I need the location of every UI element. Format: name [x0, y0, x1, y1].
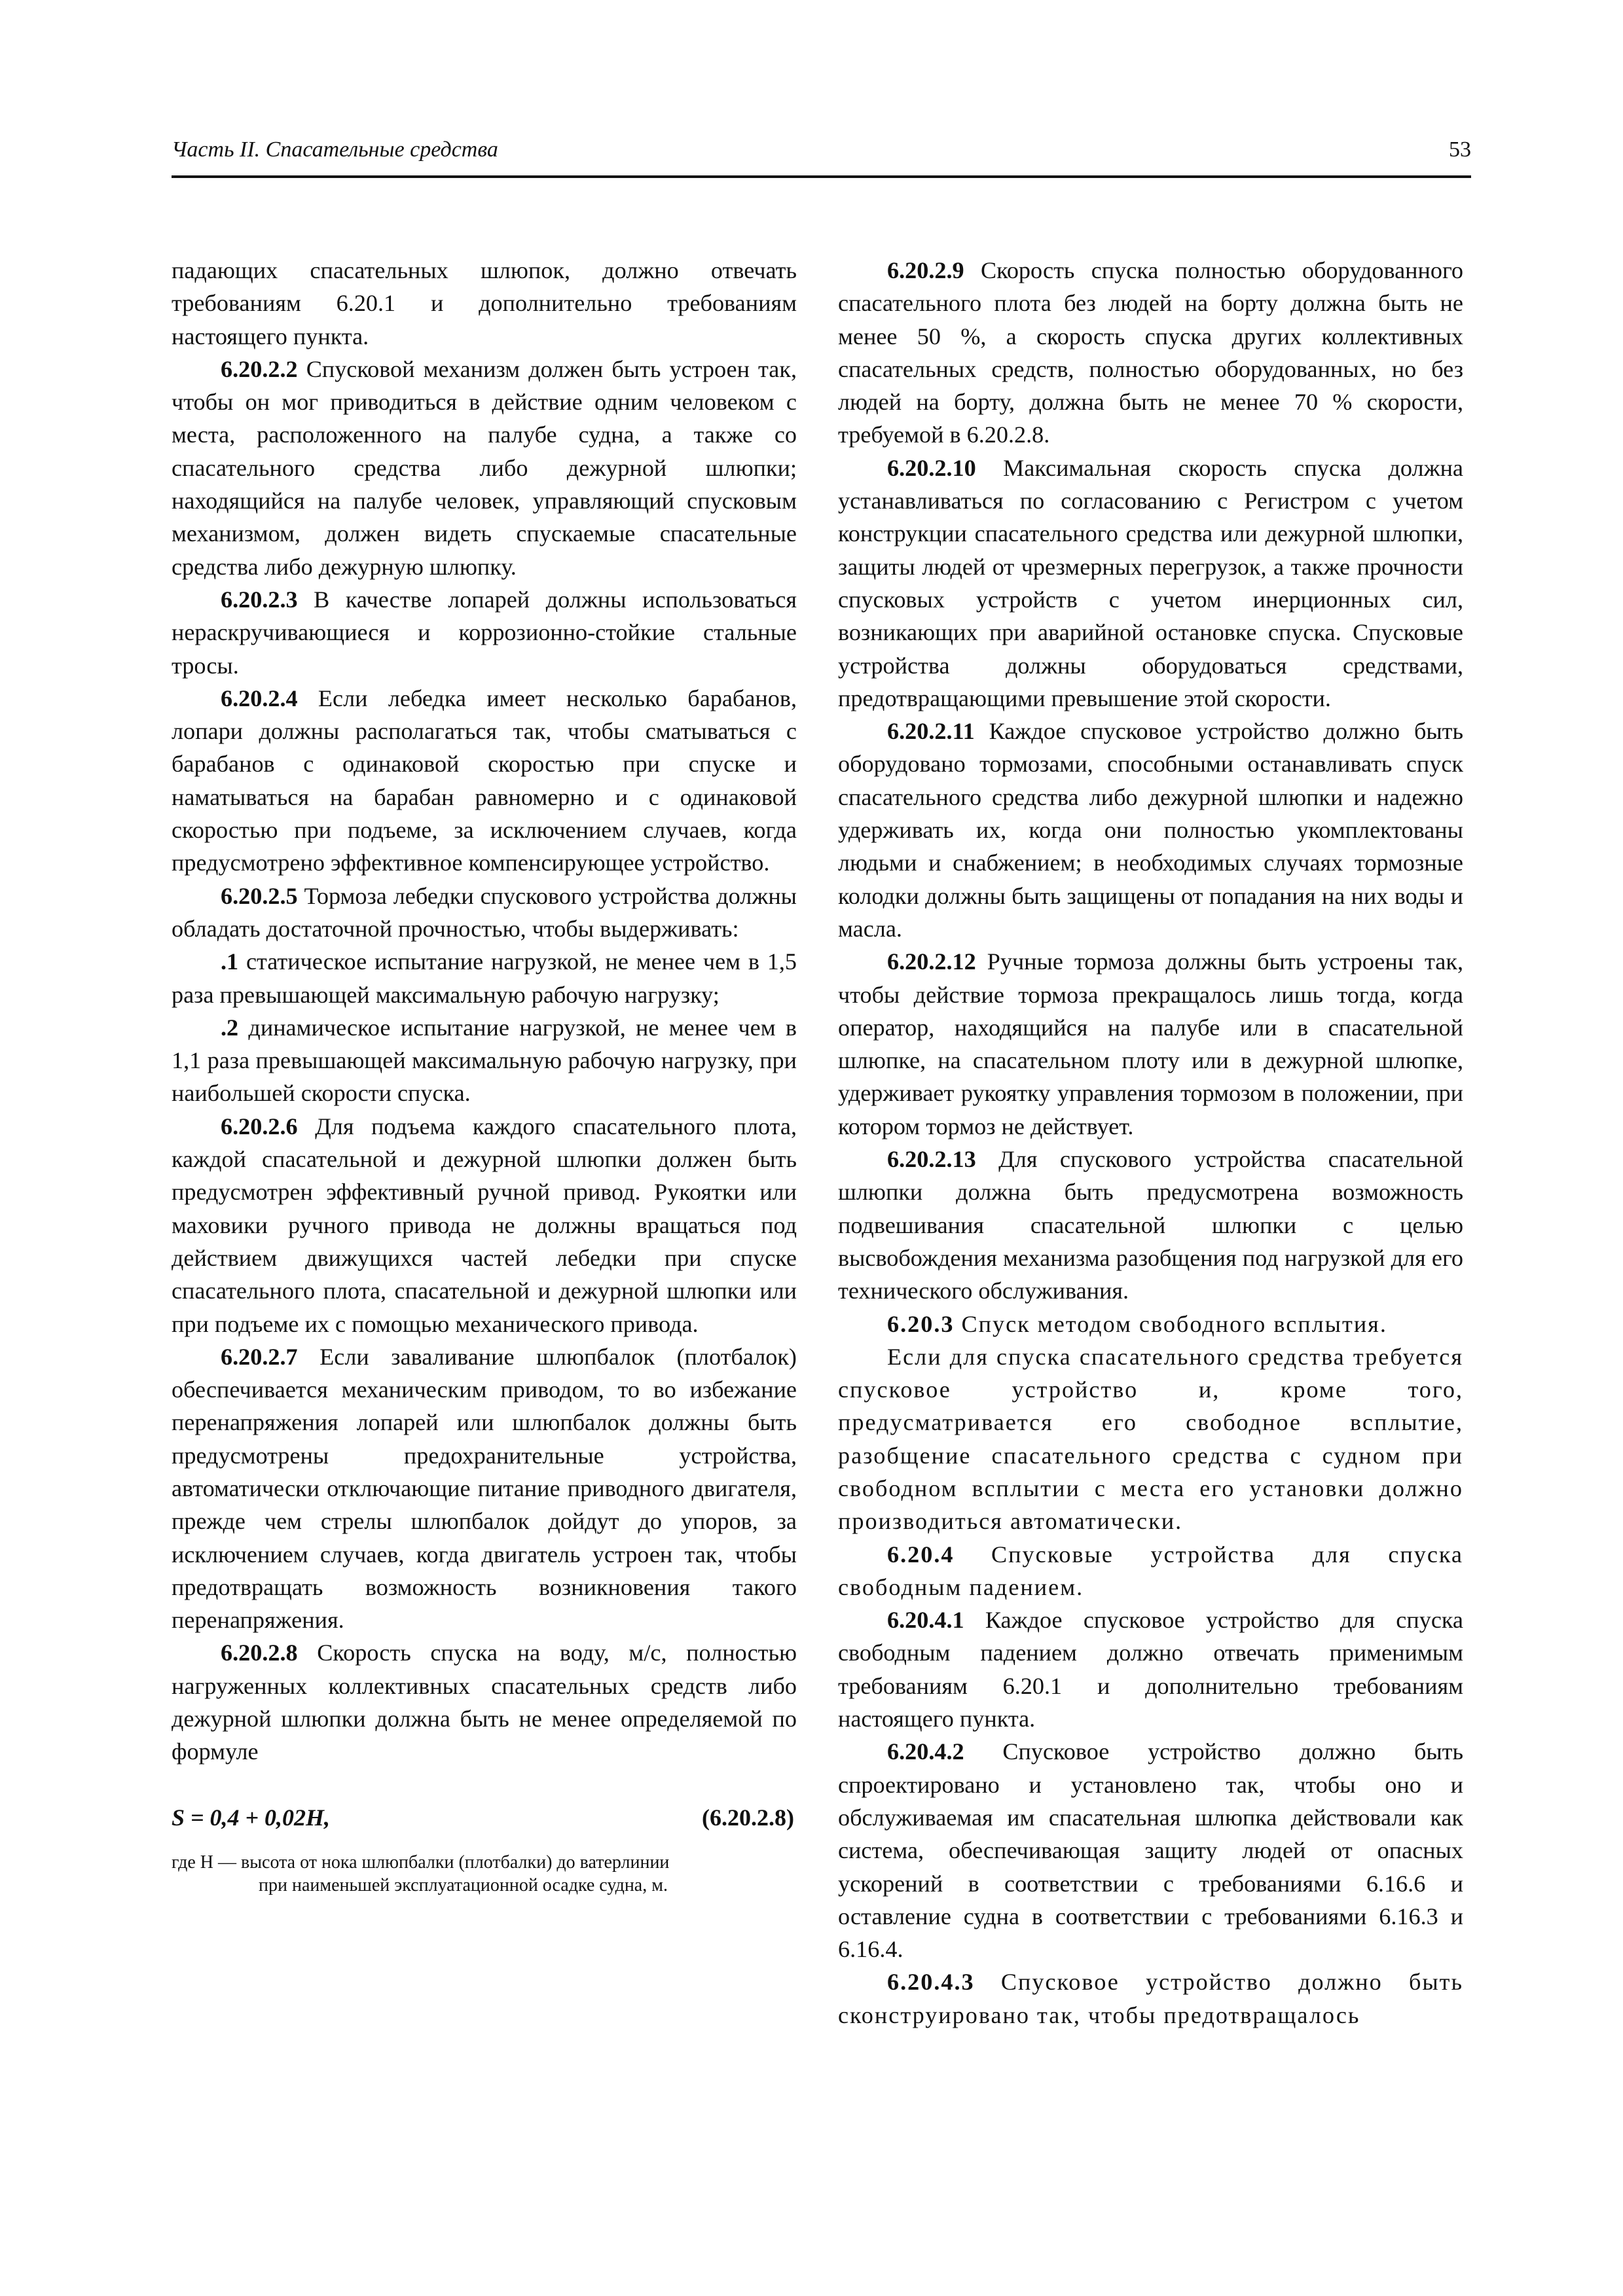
paragraph-6-20-2-3: 6.20.2.3 В качестве лопарей должны использоваться нераскручивающиеся и коррозионно-стойкие стальные тросы.	[172, 586, 797, 679]
clause-number: 6.20.2.8	[221, 1640, 298, 1666]
list-item-1: .1 статическое испытание нагрузкой, не менее чем в 1,5 раза превышающей максимальную рабочую нагрузку;	[172, 948, 797, 1008]
header-rule	[172, 175, 1471, 178]
paragraph: падающих спасательных шлюпок, должно отвечать требованиям 6.20.1 и дополнительно требованиям настоящего пункта.	[172, 257, 797, 350]
paragraph-6-20-2-11: 6.20.2.11 Каждое спусковое устройство должно быть оборудовано тормозами, способными останавливать спуск спасательного средства либо дежурной шлюпки и надежно удерживать их, когда они полностью укомплектованы людьми и снабжением; в необходимых случаях тормозные колодки должны быть защищены от попадания на них воды и масла.	[838, 718, 1463, 942]
paragraph-6-20-2-9: 6.20.2.9 Скорость спуска полностью оборудованного спасательного плота без людей на борту должна быть не менее 50 %, а скорость спуска других коллективных спасательных средств, полностью оборудованных, но без людей на борту, должна быть не менее 70 % скорости, требуемой в 6.20.2.8.	[838, 257, 1463, 448]
paragraph-6-20-2-10: 6.20.2.10 Максимальная скорость спуска должна устанавливаться по согласованию с Регистром с учетом конструкции спасательного средства или дежурной шлюпки, защиты людей от чрезмерных перегрузок, а также прочности спусковых устройств с учетом инерционных сил, возникающих при аварийной остановке спуска. Спусковые устройства должны оборудоваться средствами, предотвращающими превышение этой скорости.	[838, 454, 1463, 711]
clause-number: 6.20.2.12	[887, 948, 976, 975]
paragraph-6-20-4-2: 6.20.4.2 Спусковое устройство должно быть спроектировано и установлено так, чтобы оно и обслуживаемая им спасательная шлюпка действовали как система, обеспечивающая защиту людей от опасных ускорений в соответствии с требованиями 6.16.6 и оставление судна в соответствии с требованиями 6.16.3 и 6.16.4.	[838, 1738, 1463, 1963]
paragraph-6-20-2-12: 6.20.2.12 Ручные тормоза должны быть устроены так, чтобы действие тормоза прекращалось лишь тогда, когда оператор, находящийся на палубе или в спасательной шлюпке, на спасательном плоту или в дежурной шлюпке, удерживает рукоятку управления тормозом в положении, при котором тормоз не действует.	[838, 948, 1463, 1139]
paragraph-6-20-2-5: 6.20.2.5 Тормоза лебедки спускового устройства должны обладать достаточной прочностью, чтобы выдерживать:	[172, 882, 797, 942]
section-heading-6-20-3: 6.20.3 Спуск методом свободного всплытия.	[887, 1310, 1387, 1337]
paragraph-6-20-2-7: 6.20.2.7 Если заваливание шлюпбалок (плотбалок) обеспечивается механическим приводом, то во избежание перенапряжения лопарей или шлюпбалок должны быть предусмотрены предохранительные устройства, автоматически отключающие питание приводного двигателя, прежде чем стрелы шлюпбалок дойдут до упоров, за исключением случаев, когда двигатель устроен так, чтобы предотвращать возможность возникновения такого перенапряжения.	[172, 1343, 797, 1634]
paragraph-6-20-2-8: 6.20.2.8 Скорость спуска на воду, м/с, полностью нагруженных коллективных спасательных средств либо дежурной шлюпки должна быть не менее определяемой по формуле	[172, 1640, 797, 1765]
paragraph-6-20-4-1: 6.20.4.1 Каждое спусковое устройство для спуска свободным падением должно отвечать применимым требованиям 6.20.1 и дополнительно требованиям настоящего пункта.	[838, 1607, 1463, 1732]
clause-number: 6.20.2.11	[887, 718, 975, 745]
clause-number: 6.20.2.13	[887, 1146, 976, 1173]
formula	[172, 1801, 797, 1835]
clause-number: 6.20.2.3	[221, 586, 298, 613]
section-number: 6.20.4	[887, 1541, 955, 1568]
section-heading-6-20-4: 6.20.4 Спусковые устройства для спуска свободным падением.	[838, 1541, 1463, 1600]
clause-number: 6.20.2.5	[221, 882, 298, 909]
note-line: при наименьшей эксплуатационной осадке судна, м.	[259, 1874, 668, 1895]
section-number: 6.20.3	[887, 1310, 955, 1337]
running-title: Часть II. Спасательные средства	[172, 137, 498, 162]
paragraph-6-20-2-2: 6.20.2.2 Спусковой механизм должен быть устроен так, чтобы он мог приводиться в действие одним человеком с места, расположенного на палубе судна, а также со спасательного средства либо дежурной шлюпки; находящийся на палубе человек, управляющий спусковым механизмом, должен видеть спускаемые спасательные средства либо дежурную шлюпку.	[172, 355, 797, 580]
formula-note	[172, 1851, 797, 1897]
clause-number: 6.20.4.3	[887, 1969, 975, 1996]
clause-number: 6.20.2.9	[887, 257, 964, 283]
clause-number: 6.20.2.6	[221, 1113, 298, 1139]
note-line: где H — высота от нока шлюпбалки (плотбалки) до ватерлинии	[172, 1852, 670, 1873]
clause-number: 6.20.2.7	[221, 1343, 298, 1370]
paragraph-6-20-2-13: 6.20.2.13 Для спускового устройства спасательной шлюпки должна быть предусмотрена возможность подвешивания спасательной шлюпки с целью высвобождения механизма разобщения под нагрузкой для его технического обслуживания.	[838, 1146, 1463, 1304]
formula-number: (6.20.2.8)	[702, 1804, 794, 1831]
list-number: .2	[221, 1014, 239, 1041]
clause-number: 6.20.2.4	[221, 685, 298, 711]
formula-expression: S = 0,4 + 0,02H,	[172, 1804, 331, 1831]
page-number: 53	[1449, 137, 1471, 162]
paragraph-6-20-4-3: 6.20.4.3 Спусковое устройство должно быть сконструировано так, чтобы предотвращалось	[838, 1969, 1463, 2028]
list-item-2: .2 динамическое испытание нагрузкой, не менее чем в 1,1 раза превышающей максимальную рабочую нагрузку, при наибольшей скорости спуска.	[172, 1014, 797, 1107]
page-header	[172, 137, 1471, 177]
paragraph-6-20-2-6: 6.20.2.6 Для подъема каждого спасательного плота, каждой спасательной и дежурной шлюпки должен быть предусмотрен эффективный ручной привод. Рукоятки или маховики ручного привода не должны вращаться под действием движущихся частей лебедки при спуске спасательного плота, спасательной и дежурной шлюпки или при подъеме их с помощью механического привода.	[172, 1113, 797, 1337]
right-column	[838, 254, 1463, 2032]
paragraph-6-20-2-4: 6.20.2.4 Если лебедка имеет несколько барабанов, лопари должны располагаться так, чтобы сматываться с барабанов с одинаковой скоростью при спуске и наматываться на барабан равномерно и с одинаковой скоростью при подъеме, за исключением случаев, когда предусмотрено эффективное компенсирующее устройство.	[172, 685, 797, 876]
clause-number: 6.20.2.10	[887, 454, 976, 481]
paragraph: Если для спуска спасательного средства требуется спусковое устройство и, кроме того, предусматривается его свободное всплытие, разобщение спасательного средства с судном при свободном всплытии с места его установки должно производиться автоматически.	[838, 1343, 1463, 1535]
clause-number: 6.20.4.1	[887, 1607, 964, 1634]
clause-number: 6.20.4.2	[887, 1738, 964, 1765]
left-column	[172, 254, 797, 1897]
list-number: .1	[221, 948, 239, 975]
clause-number: 6.20.2.2	[221, 355, 298, 382]
